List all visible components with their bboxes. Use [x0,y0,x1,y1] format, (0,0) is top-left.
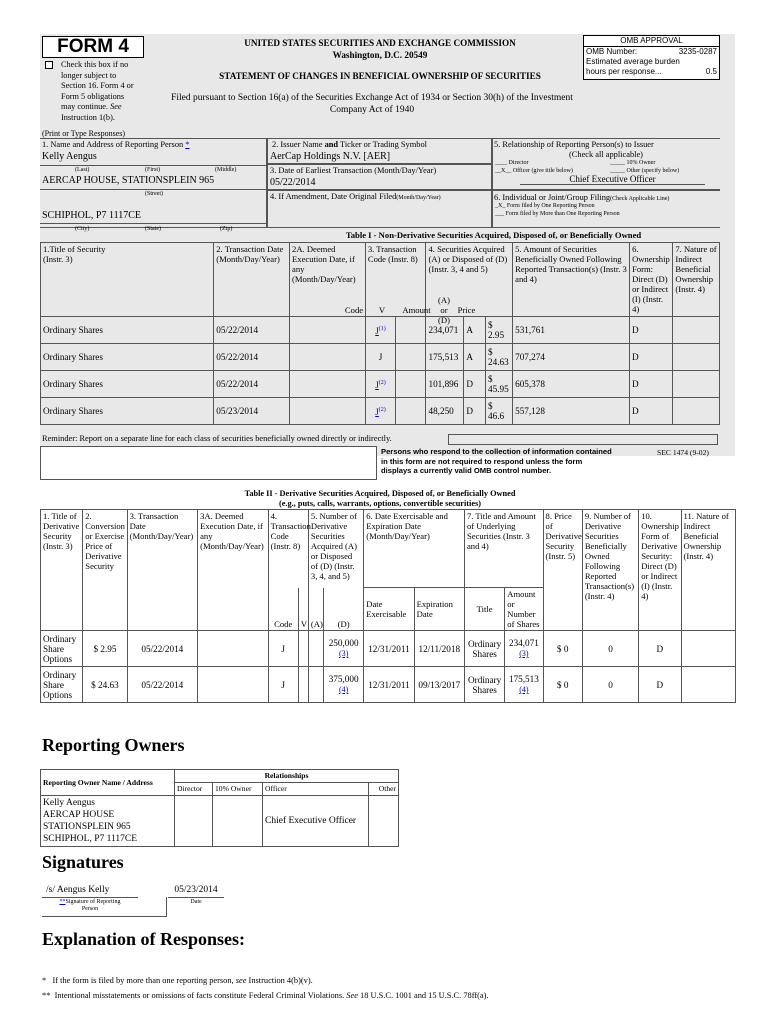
reporting-person-city: SCHIPHOL, P7 1117CE [42,210,141,221]
t2-cell-expiration: 12/11/2018 [414,631,464,667]
t2-cell-expiration: 09/13/2017 [414,667,464,703]
box-2-label: 2. Issuer Name and Ticker or Trading Symbol [272,140,427,149]
ro-header-officer: Officer [263,783,369,796]
t1-sub-v: V [378,305,386,315]
explanation-heading: Explanation of Responses: [42,929,246,949]
t2-cell-owned: 0 [582,631,638,667]
t2-sub-code: Code [268,588,298,631]
reporting-person-street: AERCAP HOUSE, STATIONSPLEIN 965 [42,175,215,186]
t1-cell-ad: A [464,317,486,344]
t1-cell-title: Ordinary Shares [41,398,214,425]
t1-cell-form: D [630,344,673,371]
reporting-owners-title: Reporting Owners [42,735,185,755]
t1-sub-code: Code [344,305,364,315]
t1-cell-title: Ordinary Shares [41,317,214,344]
t1-sub-aord: (A) or (D) [438,295,450,325]
t1-header-owned: 5. Amount of Securities Beneficially Owned Following Reported Transaction(s) (Instr. 3 and 4) [513,243,630,317]
t2-cell-title: Ordinary Share Options [41,667,83,703]
ro-header-director: Director [175,783,213,796]
t1-cell-ad: D [464,371,486,398]
officer-option: __X__ Officer (give title below) [495,168,573,174]
price-value: 45.95 [488,384,509,394]
filing-one: _X_ Form filed by One Reporting Person [495,203,595,209]
label-zip: (Zip) [220,226,233,232]
t2-cell-d [323,631,363,667]
t2-sub-exercisable: Date Exercisable [364,588,414,631]
checkbox-instructions: Check this box if no longer subject to Section 16. Form 4 or Form 5 obligations may continue. See Instruction 1(b). [61,60,134,122]
t2-header-underlying: 7. Title and Amount of Underlying Securities (Instr. 3 and 4) [464,510,543,588]
d-value: 250,000 [328,638,359,648]
table-row [41,398,720,425]
filed-pursuant: Filed pursuant to Section 16(a) of the Securities Exchange Act of 1934 or Section 30(h) of the Investment Company Act of 1940 [171,93,573,115]
t1-cell-form: D [630,398,673,425]
print-note: (Print or Type Responses) [42,129,126,138]
code-footnote-link[interactable]: J [375,380,379,391]
table-row [41,317,720,344]
t2-cell-owned: 0 [582,667,638,703]
t1-cell-code [365,371,395,398]
t1-cell-amount: 48,250 [426,398,464,425]
statement-title: STATEMENT OF CHANGES IN BENEFICIAL OWNERSHIP OF SECURITIES [219,71,541,81]
signature-footnote-link[interactable]: ** [59,899,66,905]
t2-cell-date: 05/22/2014 [127,667,198,703]
t2-cell-underlying-title: Ordinary Shares [464,631,504,667]
label-middle: (Middle) [215,167,237,173]
price-symbol: $ [488,374,493,384]
signature-label: **Signature of Reporting Person [59,899,121,912]
t1-cell-deemed [290,344,366,371]
t1-cell-v [396,317,426,344]
t2-sub-amount: Amount or Number of Shares [505,588,543,631]
t1-cell-price [486,371,513,398]
t1-sub-price: Price [457,305,476,315]
box-6-label: 6. Individual or Joint/Group Filing(Check Applicable Line) [494,193,670,202]
note-1: * If the form is filed by more than one reporting person, see Instruction 4(b)(v). [42,976,313,985]
t1-cell-code [365,398,395,425]
t2-cell-conversion: $ 24.63 [83,667,127,703]
t2-sub-expiration: Expiration Date [414,588,464,631]
box-3-label: 3. Date of Earliest Transaction (Month/Day/Year) [270,166,437,175]
d-footnote-link[interactable]: (4) [338,685,349,694]
t1-cell-amount: 101,896 [426,371,464,398]
name-divider [40,165,267,166]
checkbox[interactable] [45,61,53,69]
t2-cell-v [298,667,308,703]
box-5-label: 5. Relationship of Reporting Person(s) to Issuer [494,140,654,149]
t1-cell-deemed [290,371,366,398]
footnote-ref[interactable]: (2) [378,379,386,386]
t1-cell-date: 05/22/2014 [214,317,290,344]
ro-tenpct [213,796,263,847]
box-1-label: 1. Name and Address of Reporting Person * [42,140,190,149]
t1-cell-form: D [630,371,673,398]
t1-cell-v [396,371,426,398]
d-value: 375,000 [328,674,359,684]
t2-header-code: 4. Transaction Code (Instr. 8) [268,510,308,588]
table-1-body [40,316,720,425]
t1-cell-amount: 234,071 [426,317,464,344]
label-state: (State) [145,226,161,232]
t1-header-nature: 7. Nature of Indirect Beneficial Ownership (Instr. 4) [673,243,720,317]
ro-header-tenpct: 10% Owner [213,783,263,796]
city-divider [40,223,267,224]
t2-header-nature: 11. Nature of Indirect Beneficial Ownership (Instr. 4) [681,510,736,631]
t2-header-form: 10. Ownership Form of Derivative Security: Direct (D) or Indirect (I) (Instr. 4) [639,510,681,631]
ro-address: Kelly Aengus AERCAP HOUSE STATIONSPLEIN 965 SCHIPHOL, P7 1117CE [41,796,175,847]
t1-cell-title: Ordinary Shares [41,371,214,398]
t1-cell-date: 05/22/2014 [214,344,290,371]
footnote-star-link[interactable]: * [185,140,190,149]
t2-header-conversion: 2. Conversion or Exercise Price of Derivative Security [83,510,127,631]
reminder: Reminder: Report on a separate line for each class of securities beneficially owned directly or indirectly. [42,434,392,443]
t1-cell-owned: 557,128 [513,398,630,425]
t2-cell-nature [681,667,736,703]
price-symbol: $ [488,320,493,330]
t2-cell-underlying-title: Ordinary Shares [464,667,504,703]
u-amount-value: 234,071 [508,638,539,648]
t2-cell-date: 05/22/2014 [127,631,198,667]
t1-cell-nature [673,398,720,425]
t1-header-code: 3. Transaction Code (Instr. 8) [365,243,426,317]
label-last: (Last) [75,167,90,173]
date-label: Date [190,899,202,905]
label-city: (City) [75,226,90,232]
t2-cell-price: $ 0 [543,631,582,667]
t1-cell-nature [673,344,720,371]
footnote-ref[interactable]: (1) [378,325,386,332]
t2-cell-exercisable: 12/31/2011 [364,631,414,667]
issuer-name: AerCap Holdings N.V. [AER] [270,151,391,162]
t1-header-acquired: 4. Securities Acquired (A) or Disposed of (D) (Instr. 3, 4 and 5) [426,243,513,317]
omb-approval-box: OMB APPROVAL OMB Number: 3235-0287 Estimated average burden hours per response... 0.5 [583,35,720,80]
t2-cell-conversion: $ 2.95 [83,631,127,667]
t2-cell-form: D [639,667,681,703]
price-value: 46.6 [488,411,505,421]
t2-cell-a [308,631,323,667]
t2-sub-a: (A) [308,588,323,631]
t2-header-title: 1. Title of Derivative Security (Instr. 3) [41,510,83,631]
price-value: 2.95 [488,330,505,340]
t1-cell-owned: 605,378 [513,371,630,398]
signature-value: /s/ Aengus Kelly [46,885,110,895]
t1-cell-amount: 175,513 [426,344,464,371]
signature-gap [138,883,167,897]
date-underline [168,897,224,898]
ro-director [175,796,213,847]
u-footnote-link[interactable]: (4) [519,685,529,694]
t1-cell-ad: D [464,398,486,425]
t1-cell-ad: A [464,344,486,371]
t1-cell-nature [673,371,720,398]
persons-notice: Persons who respond to the collection of information contained in this form are not required to respond unless the form displays a currently valid OMB control number. [381,447,612,476]
box-4-label: 4. If Amendment, Date Original Filed(Month/Day/Year) [270,192,441,201]
signatures-heading: Signatures [42,852,124,872]
t1-cell-code [365,317,395,344]
t2-cell-price: $ 0 [543,667,582,703]
reminder-line [448,434,718,445]
ro-header-name: Reporting Owner Name / Address [41,770,175,796]
reporting-owners-table [40,769,399,847]
t2-cell-title: Ordinary Share Options [41,631,83,667]
t2-cell-underlying-amount [505,667,543,703]
table-row [41,371,720,398]
box-5-sublabel: (Check all applicable) [569,150,643,159]
t2-cell-form: D [639,631,681,667]
street-divider [40,189,267,190]
price-symbol: $ [488,347,493,357]
u-footnote-link[interactable]: (3) [519,649,529,658]
table-2 [40,509,736,703]
t1-cell-code [365,344,395,371]
tenpct-option: _____ 10% Owner [610,160,656,166]
director-option: ____ Director [495,160,529,166]
t1-cell-date: 05/22/2014 [214,371,290,398]
t1-cell-date: 05/23/2014 [214,398,290,425]
t2-sub-v: V [298,588,308,631]
t1-header-date: 2. Transaction Date (Month/Day/Year) [214,243,290,317]
t2-cell-d [323,667,363,703]
table-row [41,344,720,371]
t2-cell-a [308,667,323,703]
t1-cell-deemed [290,398,366,425]
t2-header-deemed: 3A. Deemed Execution Date, if any (Month/Day/Year) [198,510,269,631]
form-title: FORM 4 [57,36,129,57]
t1-sub-amount: Amount [402,305,431,315]
t2-header-owned: 9. Number of Derivative Securities Beneficially Owned Following Reported Transaction(s) (Instr. 4) [582,510,638,631]
ro-other [369,796,399,847]
filing-more: ___ Form filed by More than One Reporting Person [495,211,620,217]
t1-cell-v [396,398,426,425]
note-2: ** Intentional misstatements or omissions of facts constitute Federal Criminal Violations. See 18 U.S.C. 1001 and 15 U.S.C. 78ff(a). [42,991,489,1000]
t1-header-form: 6. Ownership Form: Direct (D) or Indirect (I) (Instr. 4) [630,243,673,317]
signature-date: 05/23/2014 [174,885,218,895]
t2-sub-d: (D) [323,588,363,631]
t2-cell-code: J [268,631,298,667]
table-2-title: Table II - Derivative Securities Acquired, Disposed of, or Beneficially Owned (e.g., puts, calls, warrants, options, convertible securities) [244,489,516,508]
signature-underline [42,897,138,898]
sec-number: SEC 1474 (9-02) [657,448,709,457]
ro-header-relationships: Relationships [175,770,399,783]
ro-officer: Chief Executive Officer [263,796,369,847]
t1-cell-owned: 531,761 [513,317,630,344]
t2-cell-exercisable: 12/31/2011 [364,667,414,703]
t1-header-deemed: 2A. Deemed Execution Date, if any (Month/Day/Year) [290,243,366,317]
t1-cell-deemed [290,317,366,344]
t2-cell-nature [681,631,736,667]
label-street: (Street) [145,191,163,197]
t1-cell-price [486,317,513,344]
t1-header-title: 1.Title of Security (Instr. 3) [41,243,214,317]
t2-cell-underlying-amount [505,631,543,667]
t2-header-number: 5. Number of Derivative Securities Acquired (A) or Disposed of (D) (Instr. 3, 4, and 5) [308,510,363,588]
t1-cell-price [486,398,513,425]
table-row [41,631,736,667]
reporting-person-name: Kelly Aengus [42,151,97,162]
code-footnote-link[interactable]: J [375,326,379,337]
t2-cell-deemed [198,667,269,703]
price-symbol: $ [488,401,493,411]
ro-header-other: Other [369,783,399,796]
t1-cell-form: D [630,317,673,344]
t2-cell-v [298,631,308,667]
code-footnote-link[interactable]: J [375,407,379,418]
price-value: 24.63 [488,357,509,367]
table-1-rows [40,316,720,425]
t2-header-date: 3. Transaction Date (Month/Day/Year) [127,510,198,631]
agency-city: Washington, D.C. 20549 [332,50,428,60]
u-amount-value: 175,513 [508,674,539,684]
t1-cell-title: Ordinary Shares [41,344,214,371]
d-footnote-link[interactable]: (3) [338,649,349,658]
other-option: _____ Other (specify below) [610,168,680,174]
t1-cell-v [396,344,426,371]
t2-header-price: 8. Price of Derivative Security (Instr. 5) [543,510,582,631]
label-first: (First) [145,167,160,173]
t1-cell-price [486,344,513,371]
earliest-date: 05/22/2014 [270,177,316,188]
t2-cell-code: J [268,667,298,703]
footnote-ref[interactable]: (2) [378,406,386,413]
persons-box-left [40,446,377,480]
t2-header-exercisable: 6. Date Exercisable and Expiration Date (Month/Day/Year) [364,510,465,588]
officer-title: Chief Executive Officer [520,174,705,185]
table-1-title: Table I - Non-Derivative Securities Acquired, Disposed of, or Beneficially Owned [345,230,642,240]
agency-name: UNITED STATES SECURITIES AND EXCHANGE COMMISSION [244,38,516,48]
t2-sub-title: Title [464,588,504,631]
t2-cell-deemed [198,631,269,667]
table-row [41,667,736,703]
t1-cell-nature [673,317,720,344]
code-value: J [378,352,383,362]
t1-cell-owned: 707,274 [513,344,630,371]
